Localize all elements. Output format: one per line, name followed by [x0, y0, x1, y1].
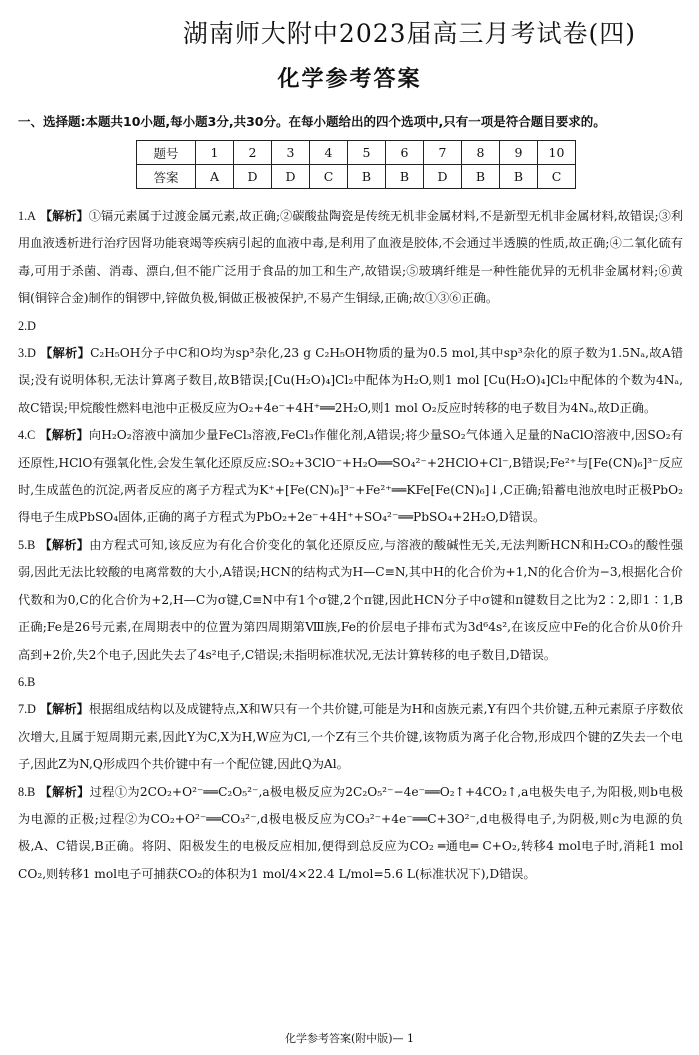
item-text: ①镉元素属于过渡金属元素,故正确;②碳酸盐陶瓷是传统无机非金属材料,不是新型无机非金属材料,故错误;③利用血液透析进行治疗因肾功能衰竭等疾病引起的血液中毒,是利用了血液是胶体,不会通过半透膜的性质,故正确;④二氧化硫有毒,可用于杀菌、消毒、漂白,但不能广泛用于食品的加工和生产,故错误;⑤玻璃纤维是一种性能优异的无机非金属材料;⑥黄铜(铜锌合金)制作的铜锣中,锌做负极,铜做正极被保护,不易产生铜绿,正确;故①③⑥正确。	[18, 209, 684, 306]
question-number-cell: 2	[234, 141, 272, 165]
question-number-cell: 7	[424, 141, 462, 165]
analysis-tag: 【解析】	[39, 428, 89, 443]
explanations	[18, 203, 683, 888]
item-number: 1.A	[18, 209, 36, 223]
item-number: 8.B	[18, 784, 36, 799]
explanation-item-8	[18, 779, 683, 889]
answer-cell: B	[386, 165, 424, 189]
item-number: 6.B	[18, 674, 36, 689]
question-number-cell: 4	[310, 141, 348, 165]
explanation-item-2	[18, 313, 683, 340]
question-number-cell: 3	[272, 141, 310, 165]
sub-title: 化学参考答案	[277, 67, 422, 92]
answer-table-row-label-answer: 答案	[137, 165, 196, 189]
item-number: 3.D	[18, 346, 36, 361]
answer-table-row-label-number: 题号	[137, 141, 196, 165]
answer-cell: D	[234, 165, 272, 189]
section-heading: 一、选择题:本题共10小题,每小题3分,共30分。在每小题给出的四个选项中,只有一项是符合题目要求的。	[18, 114, 606, 129]
item-number: 5.B	[18, 537, 36, 552]
explanation-item-1	[18, 203, 683, 313]
answer-cell: A	[196, 165, 234, 189]
item-number: 2.D	[18, 318, 36, 333]
item-text: 过程①为2CO₂+O²⁻══C₂O₅²⁻,a极电极反应为2C₂O₅²⁻−4e⁻══O₂↑+4CO₂↑,a电极失电子,为阳极,则b电极为电源的正极;过程②为CO₂+O²⁻══CO₃²⁻,d极电极反应为CO₃²⁻+4e⁻══C+3O²⁻,d电极得电子,为阴极,则c为电源的负极,A、C错误,B正确。将阴、阳极发生的电极反应相加,便得到总反应为CO₂ ═通电═ C+O₂,转移4 mol电子时,消耗1 mol CO₂,则转移1 mol电子可捕获CO₂的体积为1 mol/4×22.4 L/mol=5.6 L(标准状况下),D错误。	[18, 784, 684, 881]
answer-cell: B	[348, 165, 386, 189]
answer-cell: D	[424, 165, 462, 189]
answer-table-answer-row	[137, 165, 576, 189]
item-text: 向H₂O₂溶液中滴加少量FeCl₃溶液,FeCl₃作催化剂,A错误;将少量SO₂气体通入足量的NaClO溶液中,因SO₂有还原性,HClO有强氧化性,会发生氧化还原反应:SO₂+3ClO⁻+H₂O══SO₄²⁻+2HClO+Cl⁻,B错误;Fe²⁺与[Fe(CN)₆]³⁻反应时,生成蓝色的沉淀,两者反应的离子方程式为K⁺+[Fe(CN)₆]³⁻+Fe²⁺══KFe[Fe(CN)₆]↓,C正确;铅蓄电池放电时正极PbO₂得电子生成PbSO₄固体,正确的离子方程式为PbO₂+2e⁻+4H⁺+SO₄²⁻══PbSO₄+2H₂O,D错误。	[18, 428, 684, 525]
question-number-cell: 1	[196, 141, 234, 165]
item-text: 由方程式可知,该反应为有化合价变化的氧化还原反应,与溶液的酸碱性无关,无法判断HCN和H₂CO₃的酸性强弱,因此无法比较酸的电离常数的大小,A错误;HCN的结构式为H—C≡N,其中H的化合价为+1,N的化合价为−3,根据化合价代数和为0,C的化合价为+2,H—C为σ键,C≡N中有1个σ键,2个π键,因此HCN分子中σ键和π键数目之比为2∶2,即1∶1,B正确;Fe是26号元素,在周期表中的位置为第四周期第Ⅷ族,Fe的价层电子排布式为3d⁶4s²,在该反应中Fe的化合价从0价升高到+2价,失2个电子,因此失去了4s²电子,C错误;未指明标准状况,无法计算转移的电子数目,D错误。	[18, 537, 684, 662]
answer-table	[136, 140, 576, 189]
item-text: 根据组成结构以及成键特点,X和W只有一个共价键,可能是为H和卤族元素,Y有四个共价键,五种元素原子序数依次增大,且属于短周期元素,因此Y为C,X为H,W应为Cl,一个Z有三个共价键,该物质为离子化合物,形成四个键的Z失去一个电子,因此Z为N,Q形成四个共价键中有一个配位键,因此Q为Al。	[18, 702, 684, 772]
main-title: 湖南师大附中2023届高三月考试卷(四)	[182, 19, 637, 48]
answer-cell: B	[462, 165, 500, 189]
question-number-cell: 6	[386, 141, 424, 165]
explanation-item-5	[18, 532, 683, 669]
item-number: 4.C	[18, 428, 36, 443]
analysis-tag: 【解析】	[39, 537, 90, 552]
page-footer: 化学参考答案(附中版)— 1	[284, 1032, 415, 1045]
question-number-cell: 5	[348, 141, 386, 165]
answer-cell: C	[310, 165, 348, 189]
analysis-tag: 【解析】	[39, 784, 90, 799]
explanation-item-3	[18, 340, 683, 422]
analysis-tag: 【解析】	[39, 702, 89, 717]
item-text: C₂H₅OH分子中C和O均为sp³杂化,23 g C₂H₅OH物质的量为0.5 mol,其中sp³杂化的原子数为1.5Nₐ,故A错误;没有说明体积,无法计算离子数目,故B错误;[Cu(H₂O)₄]Cl₂中配体为H₂O,则1 mol [Cu(H₂O)₄]Cl₂中配体的个数为4Nₐ,故C错误;甲烷酸性燃料电池中正极反应为O₂+4e⁻+4H⁺══2H₂O,则1 mol O₂反应时转移的电子数目为4Nₐ,故D正确。	[18, 346, 684, 415]
explanation-item-4	[18, 422, 683, 532]
answer-cell: D	[272, 165, 310, 189]
question-number-cell: 10	[538, 141, 576, 165]
question-number-cell: 9	[500, 141, 538, 165]
answer-cell: B	[500, 165, 538, 189]
explanation-item-7	[18, 696, 683, 778]
analysis-tag: 【解析】	[40, 346, 91, 361]
answer-table-number-row	[137, 141, 576, 165]
question-number-cell: 8	[462, 141, 500, 165]
analysis-tag: 【解析】	[39, 209, 89, 223]
explanation-item-6	[18, 669, 683, 696]
answer-cell: C	[538, 165, 576, 189]
item-number: 7.D	[18, 702, 36, 717]
